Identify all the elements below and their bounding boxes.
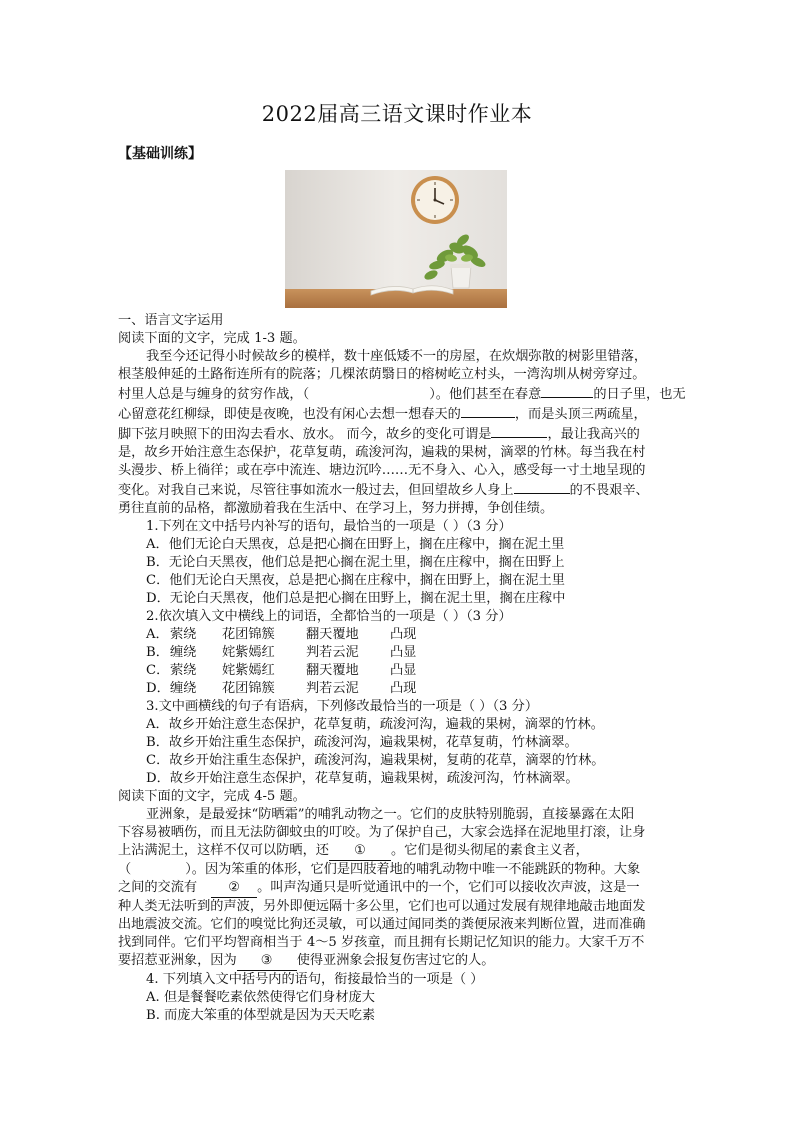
question-2-stem: 2.依次填入文中横线上的词语，全都恰当的一项是（ ）（3 分） (146, 609, 512, 624)
passage-line: 上沾满泥土，这样不仅可以防晒，还 ① 。它们是彻头彻尾的素食主义者， (118, 842, 688, 861)
passage-line: 要招惹亚洲象，因为 ③ 使得亚洲象会报复伤害过它的人。 (118, 952, 688, 971)
passage-line: 心留意花红柳绿，即使是夜晚，也没有闲心去想一想春天的 ，而是头顶三两疏星， (118, 404, 688, 424)
passage-line: （ ）。因为笨重的体形，它们是四肢着地的哺乳动物中唯一不能跳跃的物种。大象 (118, 862, 641, 877)
question-3-stem: 3.文中画横线的句子有语病，下列修改最恰当的一项是（ ）（3 分） (146, 699, 539, 714)
numbered-blank-2: ② (211, 879, 257, 898)
section-tag: 【基础训练】 (118, 146, 202, 162)
question-1-option-b: B．无论白天黑夜，他们总是把心搁在泥土里，搁在庄稼中，搁在田野上 (146, 555, 565, 570)
question-2-option-c: C．萦绕 姹紫嫣红 翻天覆地 凸显 (146, 663, 417, 678)
question-2-option-a: A．萦绕 花团锦簇 翻天覆地 凸现 (146, 627, 417, 642)
question-3-option-a: A．故乡开始注意生态保护，花草复萌，疏浚河沟，遍栽的果树，滴翠的竹林。 (146, 717, 604, 732)
question-4-option-a: A. 但是餐餐吃素依然使得它们身材庞大 (146, 990, 375, 1005)
question-4-stem: 4. 下列填入文中括号内的语句，衔接最恰当的一项是（ ） (146, 972, 484, 987)
passage-1 (118, 348, 688, 518)
passage-line: 之间的交流有 ② 。叫声沟通只是听觉通讯中的一个，它们可以接收次声波，这是一 (118, 879, 688, 898)
question-4-option-b: B. 而庞大笨重的体型就是因为天天吃素 (146, 1008, 376, 1023)
question-2-option-d: D．缠绕 花团锦簇 判若云泥 凸现 (146, 681, 417, 696)
question-1-option-d: D．无论白天黑夜，他们总是把心搁在田野上，搁在泥土里，搁在庄稼中 (146, 591, 566, 606)
question-3-option-d: D．故乡开始注意生态保护，花草复萌，遍栽果树，疏浚河沟，竹林滴翠。 (146, 771, 579, 786)
clock-plant-book-image (285, 170, 507, 308)
question-1-option-c: C．他们无论白天黑夜，总是把心搁在庄稼中，搁在田野上，搁在泥土里 (146, 573, 565, 588)
numbered-blank-3: ③ (237, 952, 297, 971)
passage-line: 出地震波交流。它们的嗅觉比狗还灵敏，可以通过闻同类的粪便尿液来判断位置，进而准确 (118, 917, 646, 932)
reading-instruction-1: 阅读下面的文字，完成 1-3 题。 (118, 331, 306, 346)
blank-line (491, 424, 547, 438)
document-body (118, 312, 688, 1025)
passage-line: 头漫步、桥上徜徉；或在亭中流连、塘边沉吟……无不身入、心入，感受每一寸土地呈现的 (118, 463, 646, 478)
passage-line: 脚下弦月映照下的田沟去看水、放水。 而今，故乡的变化可谓是 ，最让我高兴的 (118, 424, 688, 444)
passage-line: 根茎般伸延的土路衔连所有的院落；几棵浓荫翳日的榕树屹立村头，一湾沟圳从树旁穿过。 (118, 367, 646, 382)
passage-line: 下容易被晒伤，而且无法防御蚊虫的叮咬。为了保护自己，大家会选择在泥地里打滚，让身 (118, 825, 646, 840)
question-1-stem: 1.下列在文中括号内补写的语句，最恰当的一项是（ ）（3 分） (146, 519, 512, 534)
blank-line (541, 384, 593, 398)
numbered-blank-1: ① (329, 842, 391, 861)
question-3-option-c: C．故乡开始注重生态保护，疏浚河沟，遍栽果树，复萌的花草，滴翠的竹林。 (146, 753, 605, 768)
passage-line: 我至今还记得小时候故乡的模样，数十座低矮不一的房屋，在炊烟弥散的树影里错落， (146, 349, 648, 364)
part1-heading: 一、语言文字运用 (118, 313, 224, 328)
question-2-option-b: B．缠绕 姹紫嫣红 判若云泥 凸显 (146, 645, 417, 660)
passage-line: 变化。对我自己来说，尽管往事如流水一般过去，但回望故乡人身上 的不畏艰辛、 (118, 480, 688, 500)
question-3-option-b: B．故乡开始注重生态保护，疏浚河沟，遍栽果树，花草复萌，竹林滴翠。 (146, 735, 578, 750)
blank-line (514, 480, 570, 494)
passage-line: 勇往直前的品格，都激励着我在生活中、在学习上，努力拼搏，争创佳绩。 (118, 501, 554, 516)
passage-line: 亚洲象，是最爱抹“防晒霜”的哺乳动物之一。它们的皮肤特别脆弱，直接暴露在太阳 (146, 807, 635, 822)
passage-line: 是，故乡开始注意生态保护，花草复萌，疏浚河沟，遍栽的果树，滴翠的竹林。每当我在村 (118, 445, 646, 460)
illustration-clock-plant-book (285, 170, 507, 308)
blank-line (461, 404, 515, 418)
passage-2 (118, 806, 688, 971)
passage-line: 种人类无法听到的声波，另外即便远隔十多公里，它们也可以通过发展有规律地敲击地面发 (118, 899, 646, 914)
passage-line: 找到同伴。它们平均智商相当于 4～5 岁孩童，而且拥有长期记忆知识的能力。大家千万不 (118, 935, 645, 950)
passage-line: 村里人总是与缠身的贫穷作战，（ ）。他们甚至在春意 的日子里，也无 (118, 384, 688, 404)
page-title: 2022届高三语文课时作业本 (261, 102, 533, 126)
reading-instruction-2: 阅读下面的文字，完成 4-5 题。 (118, 789, 306, 804)
question-1-option-a: A．他们无论白天黑夜，总是把心搁在田野上，搁在庄稼中，搁在泥土里 (146, 537, 565, 552)
